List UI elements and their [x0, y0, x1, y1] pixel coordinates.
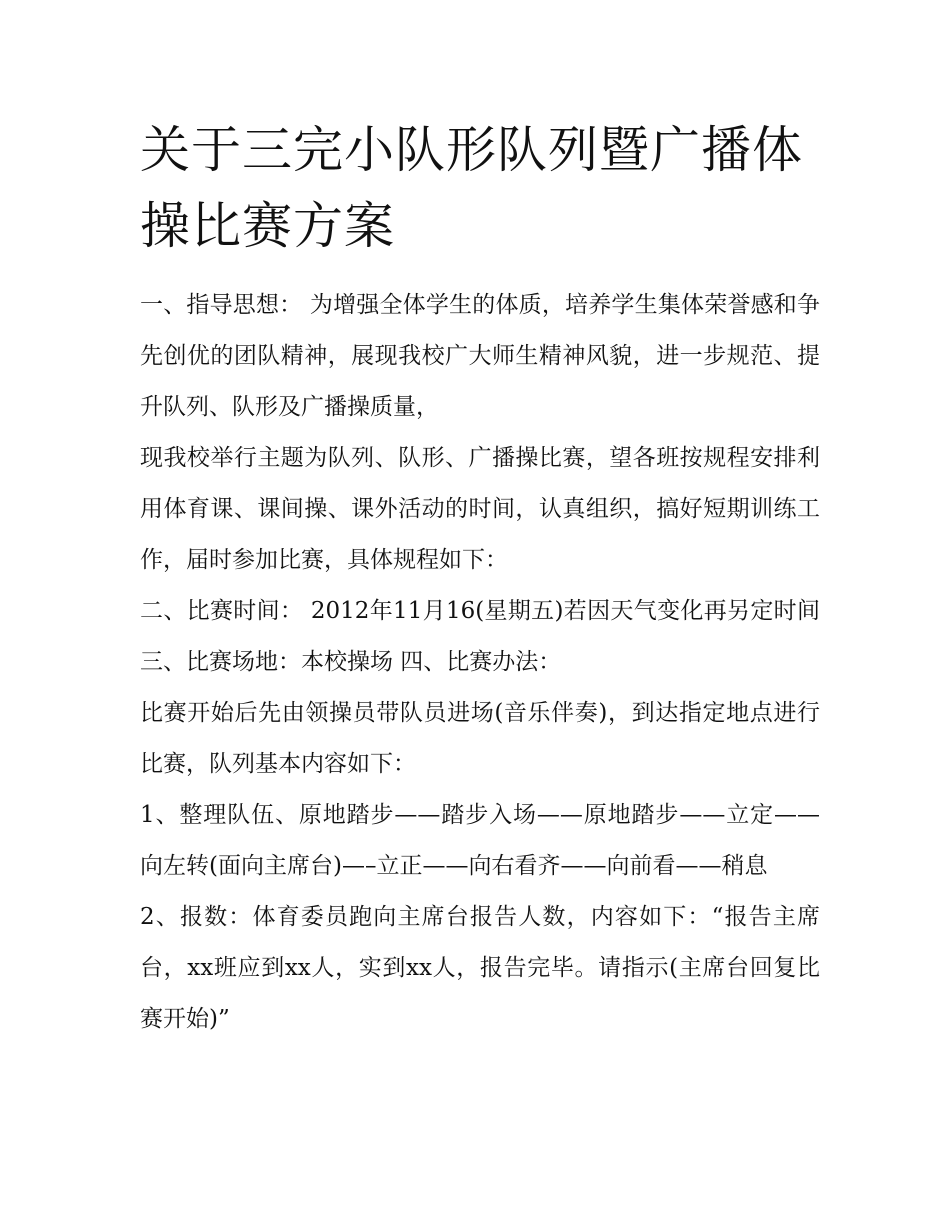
- document-title: 关于三完小队形队列暨广播体操比赛方案: [140, 121, 803, 255]
- paragraph-competition-start: 比赛开始后先由领操员带队员进场(音乐伴奏)，到达指定地点进行比赛，队列基本内容如下：: [140, 700, 820, 777]
- paragraph-drill-sequence: 1、整理队伍、原地踏步——踏步入场——原地踏步——立定——向左转(面向主席台)—–立正——向右看齐——向前看——稍息: [140, 802, 820, 879]
- document-body: [140, 280, 820, 1045]
- paragraph-report-count: 2、报数：体育委员跑向主席台报告人数，内容如下：“报告主席台，xx班应到xx人，实到xx人，报告完毕。请指示(主席台回复比赛开始)”: [140, 904, 820, 1032]
- paragraph-time-venue-method: 二、比赛时间： 2012年11月16(星期五)若因天气变化再另定时间 三、比赛场地：本校操场 四、比赛办法：: [140, 598, 820, 675]
- paragraph-competition-notice: 现我校举行主题为队列、队形、广播操比赛，望各班按规程安排利用体育课、课间操、课外活动的时间，认真组织，搞好短期训练工作，届时参加比赛，具体规程如下：: [140, 445, 820, 573]
- paragraph-guiding-thought: 一、指导思想： 为增强全体学生的体质，培养学生集体荣誉感和争先创优的团队精神，展现我校广大师生精神风貌，进一步规范、提升队列、队形及广播操质量，: [140, 292, 820, 420]
